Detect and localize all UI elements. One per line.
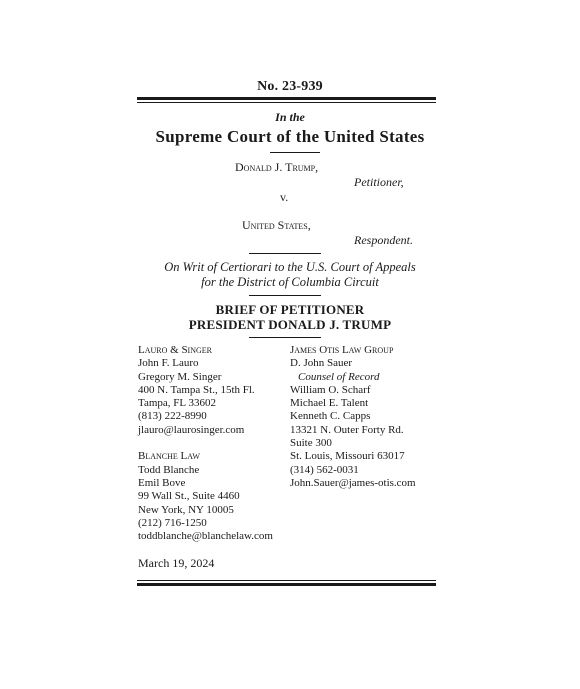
- divider-rule: [270, 152, 320, 153]
- writ-line-1: On Writ of Certiorari to the U.S. Court of Appeals: [164, 260, 416, 274]
- counsel-line: Todd Blanche: [138, 463, 200, 476]
- docket-number: No. 23-939: [257, 79, 323, 94]
- counsel-right-column: [290, 344, 416, 490]
- divider-rule: [249, 253, 321, 254]
- firm-name-blanche-law: Blanche Law: [138, 450, 200, 463]
- counsel-phone: (813) 222-8990: [138, 410, 207, 423]
- counsel-address: 13321 N. Outer Forty Rd.: [290, 423, 404, 436]
- brief-title-line-2: PRESIDENT DONALD J. TRUMP: [188, 317, 392, 332]
- filing-date: March 19, 2024: [138, 556, 215, 570]
- counsel-address: 99 Wall St., Suite 4460: [138, 490, 240, 503]
- divider-rule: [249, 337, 321, 338]
- counsel-of-record: Counsel of Record: [298, 370, 380, 383]
- court-name: Supreme Court of the United States: [155, 127, 425, 146]
- writ-line-2: for the District of Columbia Circuit: [201, 275, 379, 289]
- divider-rule: [249, 295, 321, 296]
- counsel-address: 400 N. Tampa St., 15th Fl.: [138, 383, 255, 396]
- counsel-line: Gregory M. Singer: [138, 370, 222, 383]
- counsel-line: William O. Scharf: [290, 383, 371, 396]
- top-rule-thin: [137, 102, 436, 103]
- counsel-address: Tampa, FL 33602: [138, 397, 216, 410]
- counsel-address: St. Louis, Missouri 63017: [290, 450, 405, 463]
- counsel-line: Kenneth C. Capps: [290, 410, 371, 423]
- counsel-email: toddblanche@blanchelaw.com: [138, 530, 273, 543]
- top-rule-thick: [137, 97, 436, 100]
- counsel-line: John F. Lauro: [138, 357, 199, 370]
- petitioner-name: Donald J. Trump,: [235, 160, 319, 174]
- firm-name-james-otis: James Otis Law Group: [290, 344, 394, 356]
- counsel-phone: (212) 716-1250: [138, 516, 207, 529]
- court-prefix: In the: [275, 110, 305, 124]
- versus: v.: [280, 190, 289, 204]
- petitioner-role: Petitioner,: [354, 175, 404, 189]
- respondent-role: Respondent.: [354, 233, 413, 247]
- bottom-rule-thin: [137, 580, 436, 581]
- spacer: [138, 437, 273, 450]
- counsel-email: jlauro@laurosinger.com: [138, 423, 245, 436]
- counsel-lead: D. John Sauer: [290, 357, 353, 370]
- counsel-left-column: [138, 344, 273, 543]
- counsel-line: Emil Bove: [138, 476, 186, 489]
- counsel-address: New York, NY 10005: [138, 503, 234, 516]
- counsel-phone: (314) 562-0031: [290, 463, 359, 476]
- bottom-rule-thick: [137, 583, 436, 586]
- brief-title-line-1: BRIEF OF PETITIONER: [215, 302, 365, 317]
- counsel-line: Michael E. Talent: [290, 397, 369, 410]
- firm-name-lauro-singer: Lauro & Singer: [138, 344, 213, 356]
- respondent-name: United States,: [242, 218, 311, 232]
- counsel-email: John.Sauer@james-otis.com: [290, 476, 416, 489]
- counsel-address: Suite 300: [290, 437, 332, 450]
